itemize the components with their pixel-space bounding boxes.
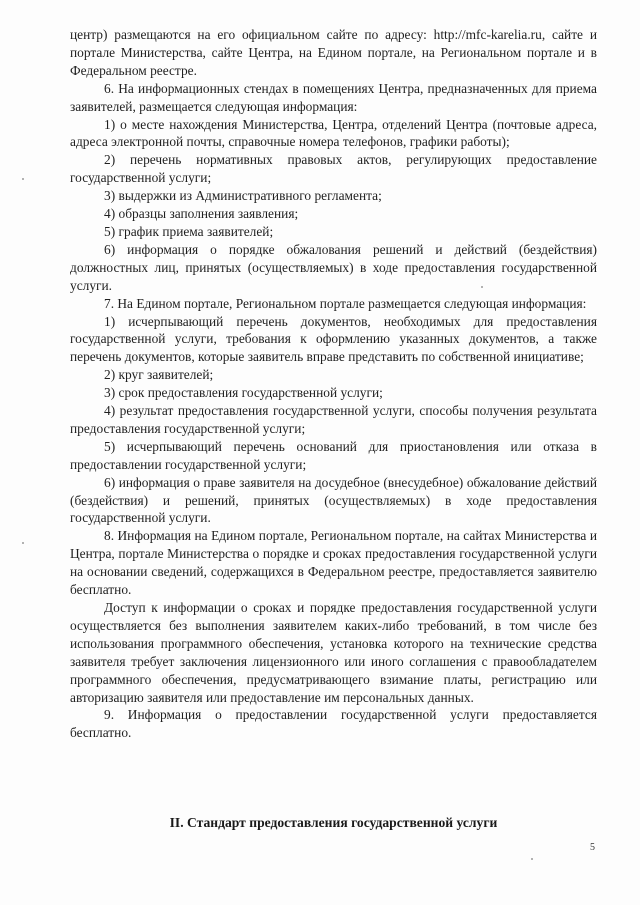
paragraph-item-7: 7. На Едином портале, Региональном портале размещается следующая информация:	[104, 295, 587, 311]
scan-speck	[22, 542, 24, 544]
paragraph-item-6-6: 6) информация о порядке обжалования решений и действий (бездействия) должностных лиц, принятых (осуществляемых) в ходе предоставления государственной услуги.	[70, 241, 597, 293]
paragraph-item-6: 6. На информационных стендах в помещениях Центра, предназначенных для приема заявителей, размещается следующая информация:	[70, 80, 597, 114]
paragraph-item-6-3: 3) выдержки из Административного регламента;	[104, 188, 382, 204]
paragraph-item-7-5: 5) исчерпывающий перечень оснований для приостановления или отказа в предоставлении государственной услуги;	[70, 438, 597, 472]
paragraph-item-7-4: 4) результат предоставления государственной услуги, способы получения результата предоставления государственной услуги;	[70, 403, 597, 436]
page-number: 5	[590, 842, 595, 853]
document-body	[70, 26, 597, 742]
paragraph-item-6-2: 2) перечень нормативных правовых актов, регулирующих предоставление государственной услуги;	[70, 152, 597, 186]
paragraph-item-8: 8. Информация на Едином портале, Региональном портале, на сайтах Министерства и Центра, портале Министерства о порядке и сроках предоставления государственной услуги на основании сведений, содержащихся в Федеральном реестре, предоставляется заявителю бесплатно.	[70, 528, 597, 598]
paragraph-item-9: 9. Информация о предоставлении государственной услуги предоставляется бесплатно.	[70, 707, 597, 741]
scan-speck	[22, 178, 24, 180]
section-heading: II. Стандарт предоставления государственной услуги	[169, 815, 498, 830]
scan-speck	[531, 858, 533, 860]
paragraph-continuation: центр) размещаются на его официальном сайте по адресу: http://mfc-karelia.ru, сайте и портале Министерства, сайте Центра, на Едином портале, на Региональном портале и в Федеральном реестре.	[70, 27, 597, 78]
paragraph-item-7-2: 2) круг заявителей;	[104, 367, 214, 383]
paragraph-access-info: Доступ к информации о сроках и порядке предоставления государственной услуги осуществляется без выполнения заявителем каких-либо требований, в том числе без использования программного обеспечения, установка которого на технические средства заявителя требует заключения лицензионного или иного соглашения с правообладателем программного обеспечения, предусматривающего взимание платы, регистрацию или авторизацию заявителя или предоставление им персональных данных.	[70, 600, 597, 705]
scan-speck	[481, 286, 483, 288]
paragraph-item-7-1: 1) исчерпывающий перечень документов, необходимых для предоставления государственной услуги, требования к оформлению указанных документов, а также перечень документов, которые заявитель вправе представить по собственной инициативе;	[70, 313, 597, 365]
paragraph-item-6-5: 5) график приема заявителей;	[104, 223, 274, 239]
paragraph-item-6-1: 1) о месте нахождения Министерства, Центра, отделений Центра (почтовые адреса, адреса электронной почты, справочные номера телефонов, графики работы);	[70, 116, 597, 150]
paragraph-item-7-3: 3) срок предоставления государственной услуги;	[104, 385, 383, 401]
paragraph-item-6-4: 4) образцы заполнения заявления;	[104, 206, 299, 222]
paragraph-item-7-6: 6) информация о праве заявителя на досудебное (внесудебное) обжалование действий (бездействия) и решений, принятых (осуществляемых) в ходе предоставления государственной услуги.	[70, 474, 597, 526]
